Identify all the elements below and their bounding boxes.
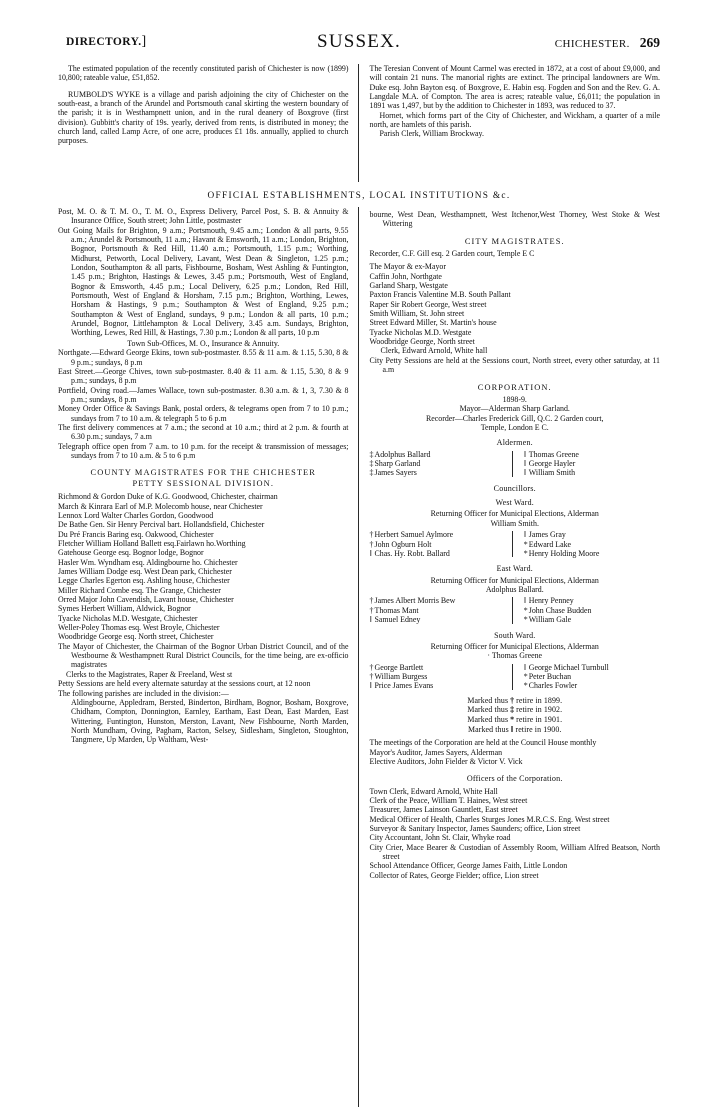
- councillor-name: William Burgess: [374, 672, 428, 682]
- petty-sessions-line: Petty Sessions are held every alternate saturday at the sessions court, at 12 noon: [58, 679, 311, 689]
- official-establishments-heading: OFFICIAL ESTABLISHMENTS, LOCAL INSTITUTIONS &c.: [207, 191, 511, 201]
- elective-auditors-line: Elective Auditors, John Fielder & Victor V. Vick: [369, 756, 523, 766]
- aldermen-list: [370, 450, 661, 478]
- magistrate-entry: Woodbridge George esq. North street, Chichester: [58, 632, 214, 642]
- councillor-row: [370, 615, 515, 624]
- city-magistrate-entry: Woodbridge George, North street: [369, 337, 475, 347]
- intro-paragraph: Hornet, which forms part of the City of Chichester, and Wickham, a quarter of a mile north, are hamlets of this parish.: [369, 110, 660, 130]
- city-magistrate-entry: Garland Sharp, Westgate: [369, 281, 448, 291]
- retirement-key-symbol: ‡: [510, 705, 515, 715]
- officer-entry: Treasurer, James Lainson Gauntlett, East street: [369, 805, 518, 815]
- running-head-right: [555, 35, 660, 51]
- corporation-recorder-line2: Temple, London E C.: [480, 422, 549, 432]
- magistrate-entry: Legge Charles Egerton esq. Ashling house, Chichester: [58, 576, 230, 586]
- retirement-key-suffix: retire in 1900.: [515, 724, 562, 734]
- ward-heading-south: South Ward.: [494, 630, 536, 640]
- councillor-name: Price James Evans: [374, 681, 434, 691]
- intro-paragraph: RUMBOLD'S WYKE is a village and parish adjoining the city of Chichester on the south-east, a branch of the Arundel and Portsmouth canal skirting the western boundary of the parish; it is in Westhampnett union, and in the rural deanery of Boxgrove (first division). Gubbitt's charity of 19s. yearly, derived from rents, is distributed in money; the church land, called Lamp Acre, of one acre, produces £1 18s. annually, applied to church purposes.: [58, 89, 349, 146]
- retirement-key-suffix: retire in 1902.: [516, 705, 563, 715]
- retirement-key-prefix: Marked thus: [467, 695, 509, 705]
- returning-officer-line: Returning Officer for Municipal Elections, Alderman: [430, 575, 599, 585]
- city-magistrate-entry: Street Edward Miller, St. Martin's house: [369, 318, 497, 328]
- alderman-name: James Sayers: [374, 468, 417, 478]
- councillor-row: [370, 549, 515, 558]
- councillor-row: [524, 549, 660, 558]
- councillor-row: [524, 615, 660, 624]
- alderman-name: George Hayler: [528, 458, 576, 468]
- retirement-key-symbol: *: [510, 715, 515, 725]
- retirement-key-row: [370, 705, 661, 715]
- running-head-bracket: ]: [141, 34, 147, 49]
- city-magistrate-entry: Caffin John, Northgate: [369, 271, 442, 281]
- officer-entry: City Accountant, John St. Clair, Whyke road: [369, 833, 511, 843]
- councillor-row: [524, 540, 660, 549]
- alderman-name: Adolphus Ballard: [374, 449, 431, 459]
- alderman-row: [370, 450, 515, 459]
- officers-of-corporation-heading: Officers of the Corporation.: [466, 774, 563, 784]
- councillor-name: Henry Holding Moore: [528, 548, 600, 558]
- city-magistrate-entry: Tyacke Nicholas M.D. Westgate: [369, 327, 472, 337]
- councillors-left-group: [370, 596, 515, 624]
- councillor-name: John Chase Budden: [528, 605, 592, 615]
- city-magistrate-entry: Paxton Francis Valentine M.B. South Pallant: [369, 290, 511, 300]
- retirement-mark: ‖: [369, 615, 372, 625]
- intro-left-column: [58, 64, 357, 146]
- councillors-list-east: [370, 596, 661, 624]
- county-magistrates-heading: [58, 468, 349, 489]
- magistrate-entry: Symes Herbert William, Aldwick, Bognor: [58, 604, 191, 614]
- retirement-key-row: [370, 715, 661, 725]
- retirement-mark: †: [369, 605, 374, 615]
- retirement-key: [370, 696, 661, 734]
- councillor-row: [370, 672, 515, 681]
- alderman-name: Thomas Greene: [528, 449, 579, 459]
- running-head-county: SUSSEX.: [317, 31, 401, 52]
- retirement-mark: *: [523, 548, 528, 558]
- sub-office-entry: Northgate.—Edward George Ekins, town sub-postmaster. 8.55 & 11 a.m. & 1.15, 5.30, 8 & 9 p.m.; sundays, 8 p.m: [58, 348, 349, 367]
- running-head-place: CHICHESTER.: [554, 38, 630, 50]
- intro-paragraph: The Teresian Convent of Mount Carmel was erected in 1872, at a cost of about £9,000, and will contain 21 nuns. The manorial rights are extinct. The principal landowners are Wm. Duke esq. John Bayton esq. of Boxgrove, E. Habin esq. Fogden and Son and the Rev. G. A. Langdale M.A. of Compton. The area is acres; rateable value, £6,011; the population in 1891 was 1,497, but by the addition to Chichester in 1893, was reduced to 37.: [369, 64, 660, 111]
- returning-officer-line: Returning Officer for Municipal Elections, Alderman: [430, 641, 599, 651]
- councillor-name: George Michael Turnbull: [528, 662, 609, 672]
- magistrate-entry: Miller Richard Combe esq. The Grange, Chichester: [58, 585, 221, 595]
- parishes-list: Aldingbourne, Appledram, Bersted, Binderton, Birdham, Bognor, Bosham, Boxgrove, Chidham, Compton, Donnington, Earnley, Eartham, East Dean, East Marden, East Wittering, Funtington, Hunston, Merston, Lavant, New Fishbourne, North Marden, North Mundham, Oving, Pagham, Racton, Selsey, Sidlesham, Singleton, Stoughton, Tangmere, Up Marden, Up Waltham, West-: [71, 697, 349, 745]
- councillor-row: [370, 530, 515, 539]
- councillors-list-south: [370, 663, 661, 691]
- councillor-row: [524, 606, 660, 615]
- retirement-mark: †: [369, 672, 374, 682]
- retirement-mark: †: [369, 596, 374, 606]
- retirement-key-symbol: ‖: [510, 724, 514, 734]
- magistrate-entry: Tyacke Nicholas M.D. Westgate, Chichester: [58, 613, 198, 623]
- councillor-row: [370, 540, 515, 549]
- retirement-mark: ‡: [369, 468, 374, 478]
- mayors-auditor-line: Mayor's Auditor, James Sayers, Alderman: [369, 747, 503, 757]
- sub-office-entry: East Street.—George Chives, town sub-postmaster. 8.40 & 11 a.m. & 1.15, 5.30, 8 & 9 p.m.; sundays, 8 p.m: [58, 366, 349, 386]
- retirement-key-prefix: Marked thus: [468, 724, 509, 734]
- retirement-key-suffix: retire in 1899.: [516, 695, 563, 705]
- councillors-right-group: [515, 596, 660, 624]
- county-magistrates-heading-line2: PETTY SESSIONAL DIVISION.: [132, 478, 275, 488]
- corporation-year: 1898-9.: [502, 394, 527, 404]
- aldermen-heading: Aldermen.: [496, 438, 533, 448]
- main-left-column: [58, 207, 357, 745]
- officer-entry: Collector of Rates, George Fielder; office, Lion street: [369, 870, 539, 880]
- retirement-mark: ‖: [523, 662, 526, 672]
- city-magistrates-heading: CITY MAGISTRATES.: [464, 236, 565, 246]
- list-divider-rule: [512, 664, 513, 690]
- county-magistrates-heading-line1: COUNTY MAGISTRATES FOR THE CHICHESTER: [90, 468, 316, 478]
- councillor-name: James Albert Morris Bew: [374, 596, 456, 606]
- post-office-mails: Out Going Mails for Brighton, 9 a.m.; Portsmouth, 9.45 a.m.; London & all parts, 9.55 a.m.; Arundel & Portsmouth, 11 a.m.; Havant & Emsworth, 11 a.m.; London, Brighton, Bognor, Portsmouth & Red Hill, 11.40 a.m.; Portsmouth, 1.15 p.m.; Worthing, Midhurst, Petworth, Local Delivery, Lavant, West Dean & Singleton, 1.25 p.m.; London, Southampton & all parts, Fishbourne, Bosham, West Ashling & Funtington, 1.45 p.m.; Brighton, Hastings & Lewes, 3.45 p.m.; Portsmouth, West of England, Bognor & Emsworth, 4.45 p.m.; Local Delivery, 6.25 p.m.; London, Red Hill, Portsmouth, West of England & Horsham, 7.15 p.m.; Brighton, Worthing, Lewes, Horsham & Hastings, 9 p.m.; Southampton & West of England, 9.25 p.m.; Southampton & West of England, sundays, 9 p.m.; London & all parts, 10 p.m.; Arundel, Bognor, Littlehampton & Local Delivery, 3.45 a.m. Sundays, Brighton, Worthing, Lewes, Red Hill, & Hastings, 7.30 p.m.; London & all parts, 10 p.m: [58, 225, 349, 338]
- councillor-row: [370, 663, 515, 672]
- retirement-mark: ‖: [369, 681, 372, 691]
- councillor-name: George Bartlett: [374, 662, 424, 672]
- councillor-name: Peter Buchan: [528, 672, 572, 682]
- officer-entry: Surveyor & Sanitary Inspector, James Saunders; office, Lion street: [369, 824, 581, 833]
- magistrate-entry: Richmond & Gordon Duke of K.G. Goodwood, Chichester, chairman: [58, 492, 278, 502]
- councillors-left-group: [370, 530, 515, 558]
- running-head: [58, 31, 660, 60]
- officer-entry: School Attendance Officer, George James Faith, Little London: [369, 861, 568, 871]
- intro-paragraph: The estimated population of the recently constituted parish of Chichester is now (1899) 10,800; rateable value, £51,852.: [58, 64, 349, 83]
- retirement-mark: ‖: [523, 458, 526, 468]
- retirement-key-symbol: †: [510, 695, 515, 705]
- page-number: 269: [639, 35, 660, 50]
- magistrate-entry: Lennox Lord Walter Charles Gordon, Goodwood: [58, 510, 214, 520]
- column-divider-rule: [358, 64, 359, 182]
- city-magistrate-entry: Raper Sir Robert George, West street: [369, 299, 487, 309]
- retirement-mark: *: [523, 681, 528, 691]
- councillor-name: William Gale: [528, 615, 572, 625]
- retirement-mark: *: [523, 605, 528, 615]
- list-divider-rule: [512, 597, 513, 623]
- money-order-office-line: Money Order Office & Savings Bank, postal orders, & telegrams open from 7 to 10 p.m.; sundays from 7 to 10 a.m. & telegraph 5 to 6 p.m: [58, 404, 349, 423]
- city-magistrates-clerk-line: Clerk, Edward Arnold, White hall: [380, 346, 488, 356]
- retirement-mark: †: [369, 539, 374, 549]
- councillor-row: [524, 596, 660, 605]
- parishes-intro-line: The following parishes are included in the division:—: [58, 688, 229, 698]
- councillor-row: [370, 596, 515, 605]
- returning-officer-line: Returning Officer for Municipal Elections, Alderman: [430, 509, 599, 519]
- ward-heading-west: West Ward.: [495, 498, 534, 508]
- magistrate-entry: Fletcher William Holland Ballett esq.Fairlawn ho.Worthing: [58, 539, 246, 548]
- alderman-row: [370, 459, 515, 468]
- councillor-name: Edward Lake: [528, 539, 572, 549]
- officer-entry: Town Clerk, Edward Arnold, White Hall: [369, 786, 498, 796]
- retirement-mark: ‡: [369, 458, 374, 468]
- list-divider-rule: [512, 531, 513, 557]
- city-magistrate-entry: The Mayor & ex-Mayor: [369, 262, 446, 272]
- retirement-key-prefix: Marked thus: [467, 715, 509, 725]
- parish-clerk-line: Parish Clerk, William Brockway.: [379, 129, 484, 139]
- magistrate-entry: March & Kinrara Earl of M.P. Molecomb house, near Chichester: [58, 501, 263, 511]
- clerks-to-magistrates-line: Clerks to the Magistrates, Raper & Freeland, West st: [66, 669, 233, 679]
- parishes-continued: bourne, West Dean, Westhampnett, West Itchenor,West Thorney, West Stoke & West Wittering: [369, 210, 660, 229]
- retirement-mark: ‖: [523, 596, 526, 606]
- councillors-heading: Councillors.: [493, 483, 536, 493]
- retirement-mark: *: [523, 672, 528, 682]
- sub-office-entry: Portfield, Oving road.—James Wallace, town sub-postmaster. 8.30 a.m. & 1, 3, 7.30 & 8 p.m.; sundays, 8 p.m: [58, 385, 349, 404]
- alderman-row: [524, 468, 660, 477]
- main-columns: [58, 207, 660, 1107]
- councillors-right-group: [515, 530, 660, 558]
- councillor-name: Thomas Mant: [374, 605, 419, 615]
- ward-heading-east: East Ward.: [496, 564, 533, 574]
- returning-officer-name: William Smith.: [490, 518, 539, 528]
- town-sub-offices-heading: Town Sub-Offices, M. O., Insurance & Annuity.: [127, 338, 280, 348]
- corporation-heading: CORPORATION.: [477, 382, 552, 392]
- alderman-name: William Smith: [528, 468, 576, 478]
- retirement-key-row: [370, 696, 661, 706]
- magistrate-entry: Weller-Poley Thomas esq. West Broyle, Chichester: [58, 623, 220, 633]
- magistrate-entry: Orred Major John Cavendish, Lavant house, Chichester: [58, 595, 234, 605]
- magistrate-entry: De Bathe Gen. Sir Henry Percival bart. Hollandsfield, Chichester: [58, 520, 265, 530]
- delivery-times-line: The first delivery commences at 7 a.m.; the second at 10 a.m.; third at 2 p.m. & fourth at 6.30 p.m.; sundays, 7 a.m: [58, 422, 349, 442]
- councillor-name: Samuel Edney: [374, 615, 421, 625]
- retirement-mark: ‖: [523, 530, 526, 540]
- returning-officer-name: · Thomas Greene: [487, 651, 543, 661]
- alderman-name: Sharp Garland: [374, 458, 421, 468]
- councillor-row: [524, 530, 660, 539]
- city-recorder-line: Recorder, C.F. Gill esq. 2 Garden court, Temple E C: [369, 249, 535, 259]
- running-head-left-label: DIRECTORY.: [66, 36, 142, 48]
- alderman-row: [370, 468, 515, 477]
- magistrate-entry: James William Dodge esq. West Dean park, Chichester: [58, 567, 232, 577]
- councillor-row: [524, 681, 660, 690]
- magistrate-entry: Hasler Wm. Wyndham esq. Aldingbourne ho. Chichester: [58, 557, 238, 567]
- councillor-name: Charles Fowler: [528, 681, 578, 691]
- magistrate-entry: Du Pré Francis Baring esq. Oakwood, Chichester: [58, 529, 214, 539]
- retirement-key-row: [370, 725, 661, 735]
- main-right-column: [360, 207, 661, 880]
- retirement-mark: ‖: [523, 468, 526, 478]
- councillors-left-group: [370, 663, 515, 691]
- retirement-mark: *: [523, 615, 528, 625]
- city-magistrate-entry: Smith William, St. John street: [369, 309, 465, 319]
- retirement-mark: ‖: [369, 548, 372, 558]
- aldermen-left-group: [370, 450, 515, 478]
- councillor-name: John Ogburn Holt: [374, 539, 432, 549]
- aldermen-right-group: [515, 450, 660, 478]
- councillor-name: James Gray: [528, 530, 566, 540]
- councillor-row: [524, 672, 660, 681]
- alderman-row: [524, 450, 660, 459]
- retirement-key-suffix: retire in 1901.: [516, 715, 563, 725]
- returning-officer-name: Adolphus Ballard.: [485, 585, 544, 595]
- alderman-row: [524, 459, 660, 468]
- column-divider-rule: [358, 207, 359, 1107]
- ex-officio-magistrates-note: The Mayor of Chichester, the Chairman of the Bognor Urban District Council, and of the Westbourne & Westhampnett Rural District Councils, for the time being, are ex-officio magistrates: [58, 641, 349, 670]
- officer-entry: City Crier, Mace Bearer & Custodian of Assembly Room, William Alfred Beatson, North street: [369, 842, 660, 862]
- councillor-name: Henry Penney: [528, 596, 574, 606]
- councillor-name: Chas. Hy. Robt. Ballard: [374, 548, 450, 558]
- telegraph-office-line: Telegraph office open from 7 a.m. to 10 p.m. for the receipt & transmission of messages; sundays from 7 to 10 a.m. & 5 to 6 p.m: [58, 441, 349, 460]
- magistrate-entry: Gatehouse George esq. Bognor lodge, Bognor: [58, 548, 204, 558]
- councillor-row: [370, 681, 515, 690]
- councillor-row: [524, 663, 660, 672]
- intro-right-column: [360, 64, 661, 139]
- councillor-row: [370, 606, 515, 615]
- list-divider-rule: [512, 451, 513, 477]
- retirement-mark: ‖: [523, 449, 526, 459]
- councillor-name: Herbert Samuel Aylmore: [374, 530, 454, 540]
- retirement-mark: †: [369, 662, 374, 672]
- retirement-mark: †: [369, 530, 374, 540]
- intro-columns: [58, 64, 660, 182]
- city-petty-sessions-line: City Petty Sessions are held at the Sessions court, North street, every other saturday, at 11 a.m: [369, 355, 660, 375]
- retirement-mark: *: [523, 539, 528, 549]
- corporation-recorder-line1: Recorder—Charles Frederick Gill, Q.C. 2 Garden court,: [426, 413, 604, 423]
- corporation-mayor-line: Mayor—Alderman Sharp Garland.: [459, 404, 570, 414]
- retirement-mark: ‡: [369, 449, 374, 459]
- post-office-entry: Post, M. O. & T. M. O., T. M. O., Express Delivery, Parcel Post, S. B. & Annuity & Insurance Office, South street; John Little, postmaster: [58, 207, 349, 226]
- corporation-meetings-line: The meetings of the Corporation are held at the Council House monthly: [369, 738, 597, 748]
- retirement-key-prefix: Marked thus: [467, 705, 509, 715]
- councillors-right-group: [515, 663, 660, 691]
- officer-entry: Clerk of the Peace, William T. Haines, West street: [369, 795, 528, 805]
- councillors-list-west: [370, 530, 661, 558]
- officer-entry: Medical Officer of Health, Charles Sturges Jones M.R.C.S. Eng. West street: [369, 814, 610, 824]
